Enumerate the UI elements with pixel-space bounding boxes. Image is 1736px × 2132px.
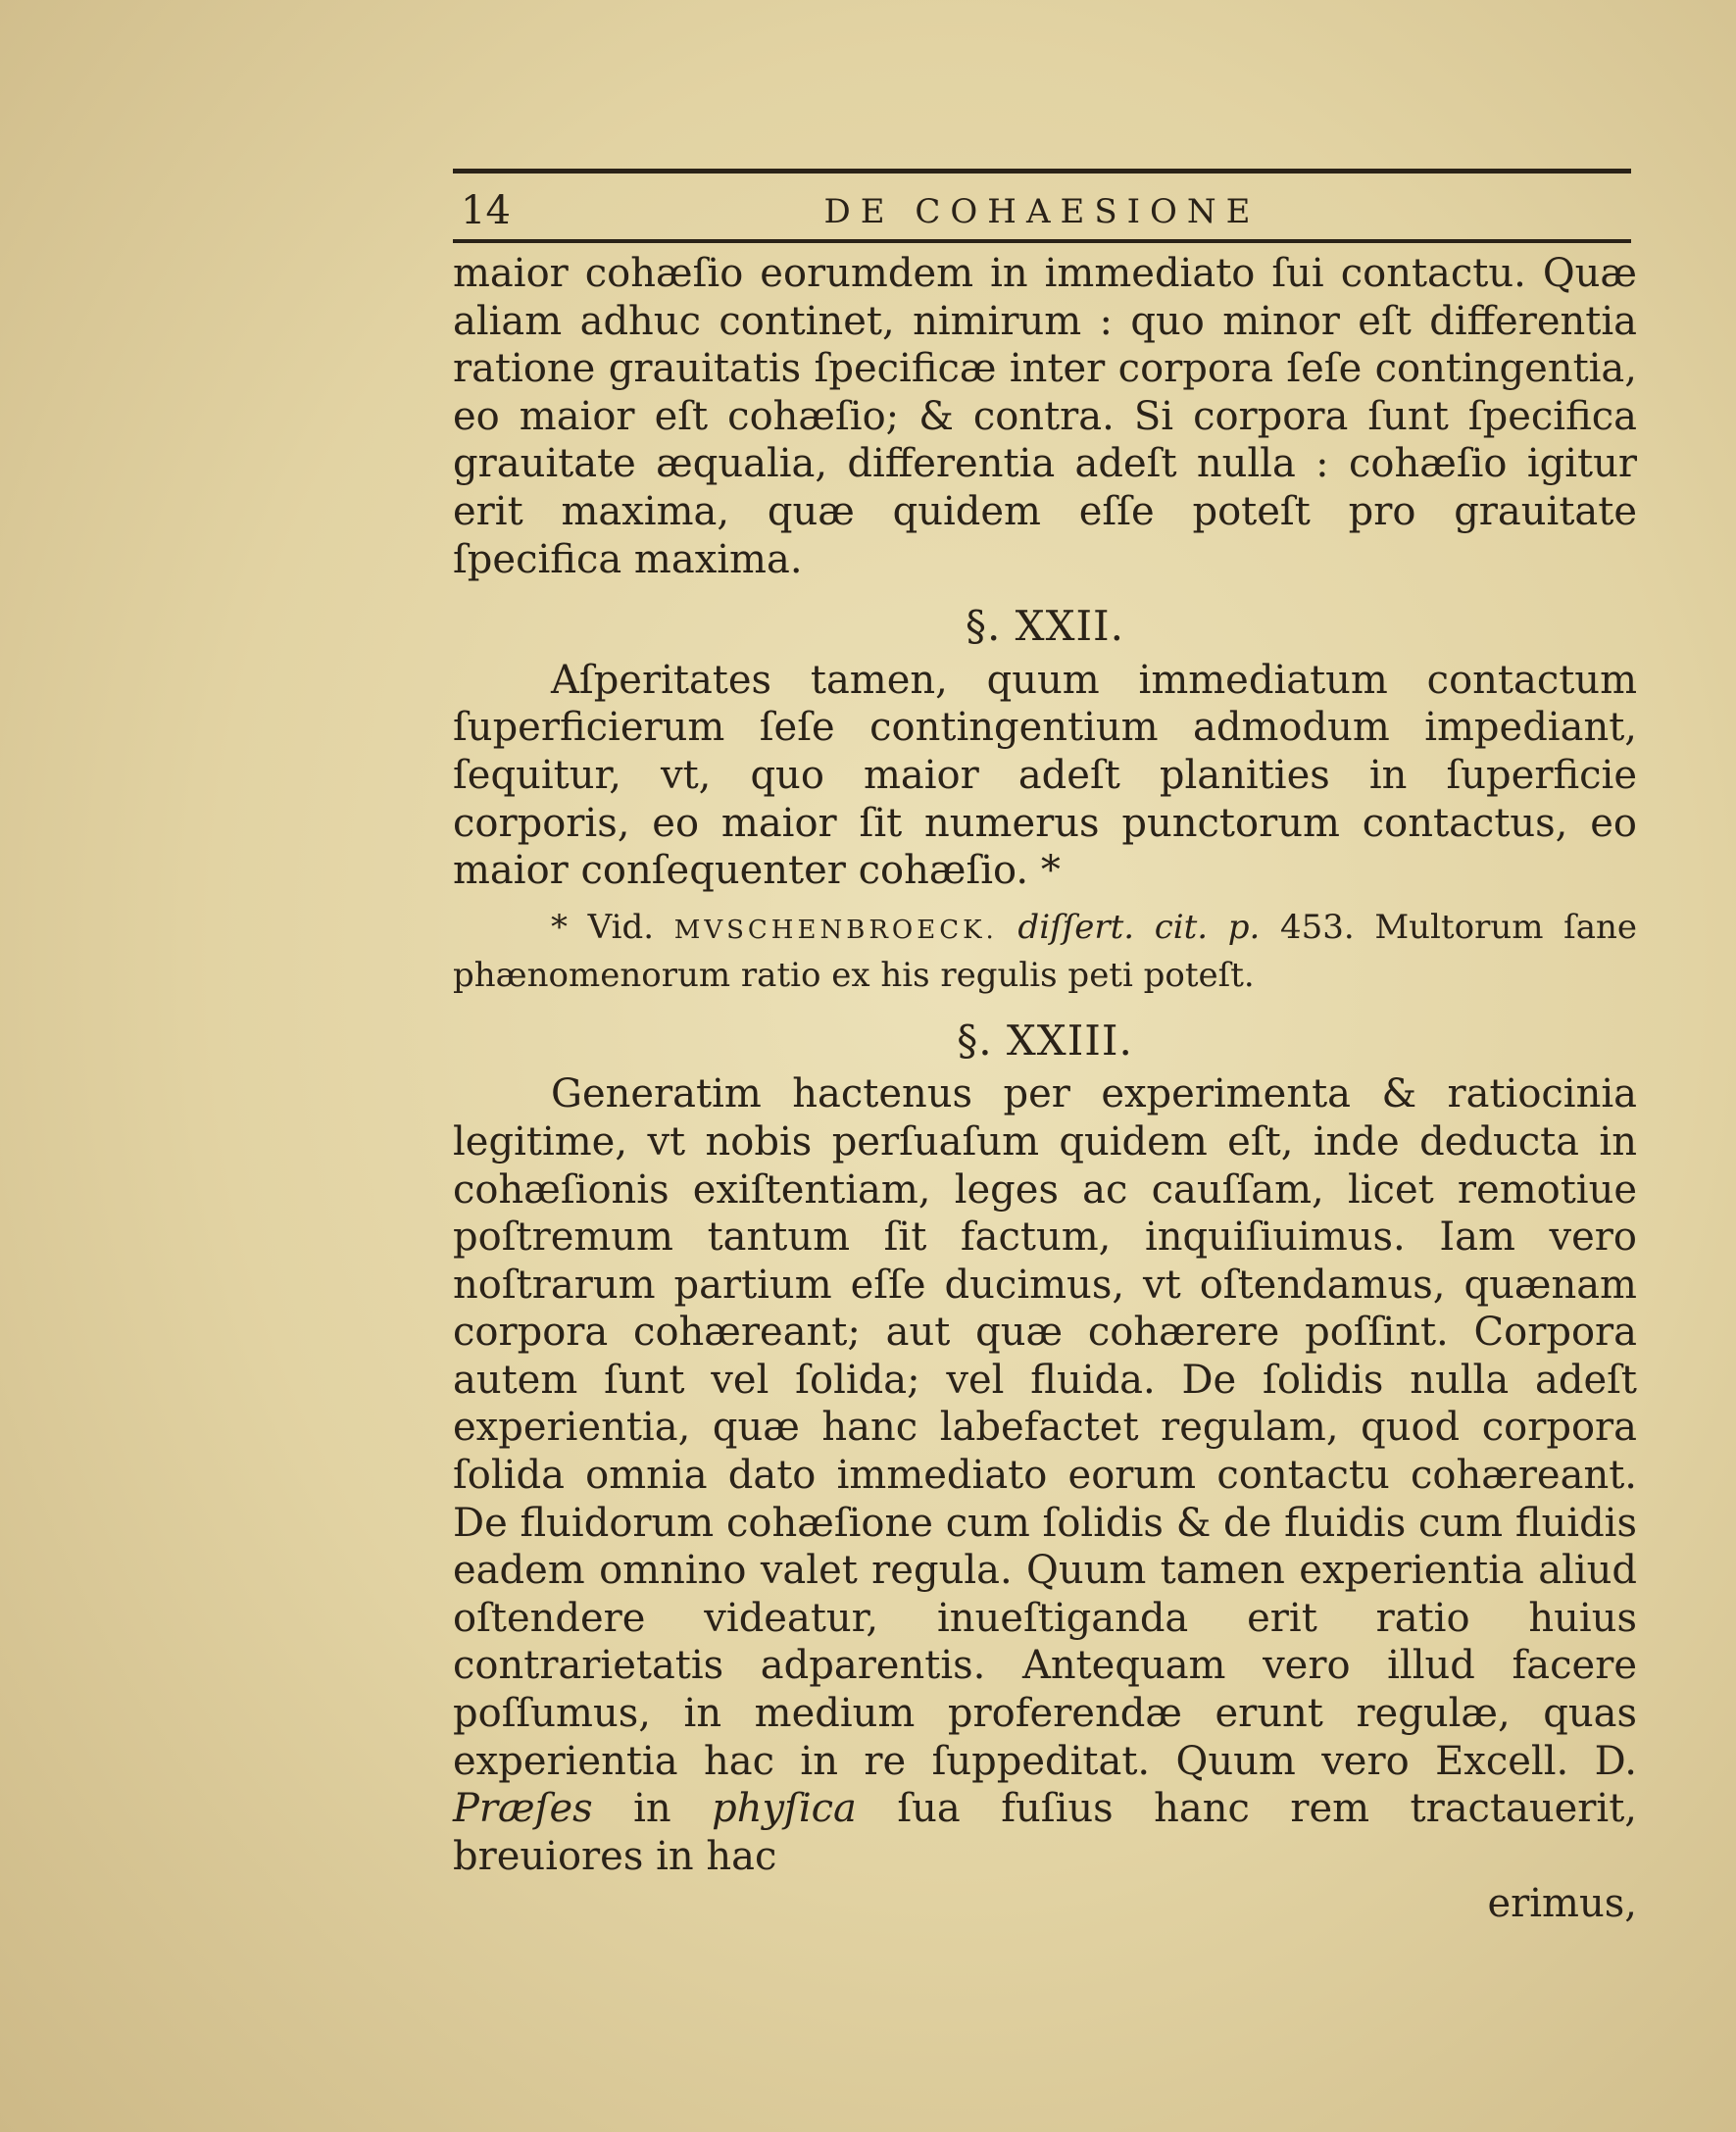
paragraph-1: maior cohæſio eorumdem in immediato ſui contactu. Quæ aliam adhuc continet, nimirum : quo minor eſt differentia ratione grauitatis ſpecificæ inter corpora ſeſe contingentia, eo maior eſt cohæſio; & contra. Si corpora ſunt ſpecifica grauitate æqualia, differentia adeſt nulla : cohæſio igitur erit maxima, quæ quidem eſſe poteſt pro grauitate ſpecifica maxima. — [453, 251, 1637, 582]
body-text — [453, 250, 1637, 1928]
page-header — [453, 178, 1631, 237]
footnote-reference: diſſert. cit. p. — [997, 907, 1261, 947]
footnote-prefix: * Vid. — [551, 907, 674, 947]
section-heading-23: §. XXIII. — [957, 1016, 1133, 1065]
paragraph-2: Aſperitates tamen, quum immediatum contactum ſuperficierum ſeſe contingentium admodum impediant, ſequitur, vt, quo maior adeſt planities in ſuperficie corporis, eo maior ſit numerus punctorum contactus, eo maior conſequenter cohæſio. * — [453, 657, 1637, 894]
footnote — [453, 905, 1637, 998]
footnote-author: MVSCHENBROECK. — [673, 915, 998, 945]
book-page — [453, 157, 1639, 2098]
physica-word: phyſica — [712, 1786, 857, 1832]
paragraph-3-in: in — [592, 1786, 713, 1832]
footnote-text: 453. Multorum ſane phænomenorum ratio ex his regulis peti poteſt. — [453, 907, 1637, 995]
paragraph-3-text: Generatim hactenus per experimenta & ratiocinia legitime, vt nobis perſuaſum quidem eſt, inde deducta in cohæſionis exiſtentiam, leges ac cauſſam, licet remotiue poſtremum tantum ſit factum, inquiſiuimus. Iam vero noſtrarum partium eſſe ducimus, vt oſtendamus, quænam corpora cohæreant; aut quæ cohærere poſſint. Corpora autem ſunt vel ſolida; vel fluida. De ſolidis nulla adeſt experientia, quæ hanc labefactet regulam, quod corpora ſolida omnia dato immediato eorum contactu cohæreant. De fluidorum cohæſione cum ſolidis & de fluidis cum fluidis eadem omnino valet regula. Quum tamen experientia aliud oſtendere videatur, inueſtiganda erit ratio huius contrarietatis adparentis. Antequam vero illud facere poſſumus, in medium proferendæ erunt regulæ, quas experientia hac in re ſuppeditat. Quum vero Excell. D. — [453, 1071, 1637, 1784]
paragraph-3 — [453, 1070, 1637, 1880]
header-rule-top — [453, 169, 1631, 174]
paragraph-3-end: ſua fuſius hanc rem tractauerit, breuiores in hac — [453, 1786, 1637, 1879]
praeses-word: Præſes — [453, 1786, 593, 1832]
running-head: DE COHAESIONE — [823, 192, 1261, 231]
page-number: 14 — [461, 188, 511, 233]
header-rule-bottom — [453, 239, 1631, 243]
section-heading-22: §. XXII. — [965, 602, 1125, 651]
catchword: erimus, — [1487, 1881, 1637, 1927]
